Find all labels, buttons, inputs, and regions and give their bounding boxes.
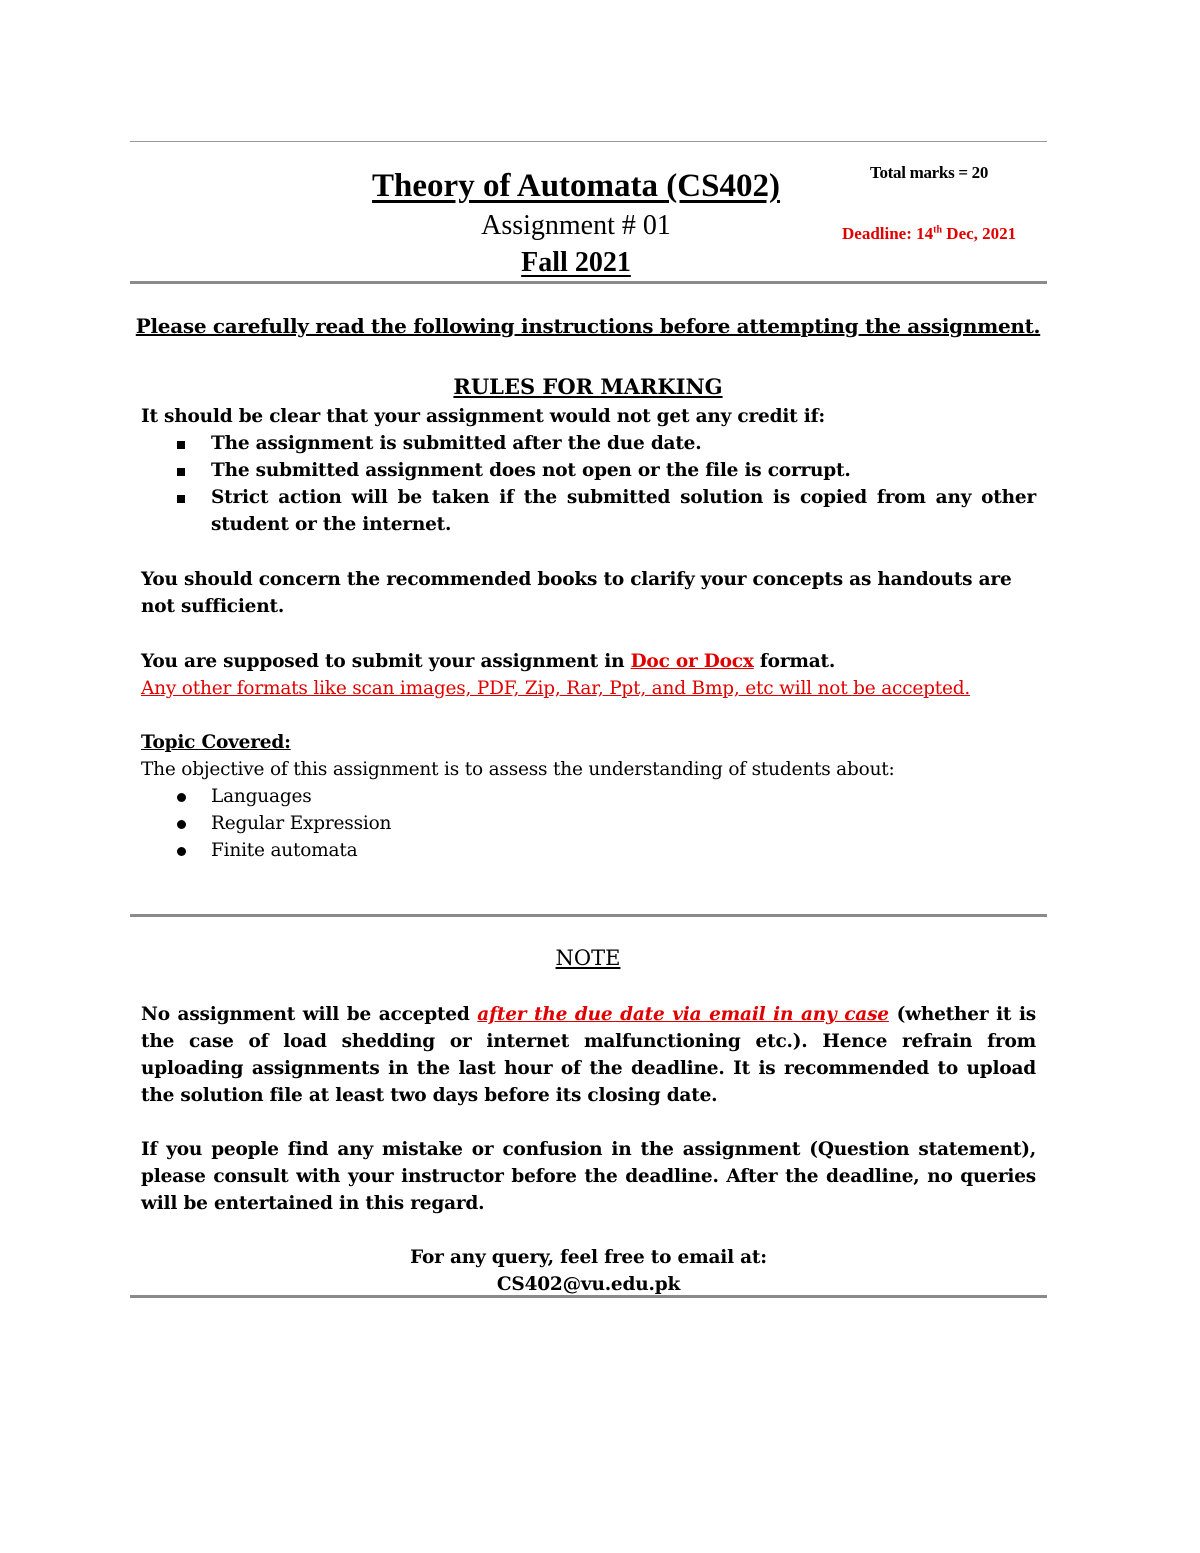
- square-bullet-icon: [177, 457, 185, 484]
- format-warning: Any other formats like scan images, PDF, Zip, Rar, Ppt, and Bmp, etc will not be accepted.: [141, 678, 971, 699]
- books-note: You should concern the recommended books to clarify your concepts as handouts are not sufficient.: [141, 569, 1012, 617]
- round-bullet-icon: [177, 810, 186, 837]
- round-bullet-icon: [177, 783, 186, 810]
- deadline-suffix: th: [933, 224, 943, 236]
- header-rule: [130, 281, 1047, 284]
- semester: Fall 2021: [521, 247, 631, 278]
- square-bullet-icon: [177, 484, 185, 511]
- list-item: [141, 783, 1036, 810]
- note-paragraph-2: If you people find any mistake or confusion in the assignment (Question statement), please consult with your instructor before the deadline. After the deadline, no queries will be entertained in this regard.: [141, 1139, 1036, 1214]
- bottom-rule: [130, 1295, 1047, 1298]
- format-line: [141, 648, 1036, 675]
- course-title: Theory of Automata (CS402): [372, 168, 780, 204]
- assignment-number: Assignment # 01: [481, 210, 671, 241]
- top-rule: [130, 141, 1047, 142]
- rules-heading: RULES FOR MARKING: [453, 374, 723, 399]
- contact-email: CS402@vu.edu.pk: [496, 1274, 681, 1295]
- note-p1-prefix: No assignment will be accepted: [141, 1004, 478, 1025]
- note-p1-highlight: after the due date via email in any case: [477, 1004, 889, 1025]
- note-top-rule: [130, 914, 1047, 917]
- list-item: [141, 484, 1036, 538]
- rules-list: [141, 430, 1036, 538]
- format-prefix: You are supposed to submit your assignment in: [141, 651, 631, 672]
- deadline-rest: Dec, 2021: [942, 224, 1017, 243]
- topic-heading: Topic Covered:: [141, 732, 291, 753]
- note-heading: NOTE: [555, 946, 621, 970]
- list-item: [141, 430, 1036, 457]
- topic-list: [141, 783, 1036, 864]
- note-paragraph-1: [141, 1001, 1036, 1109]
- format-suffix: format.: [753, 651, 836, 672]
- topic-intro: The objective of this assignment is to assess the understanding of students about:: [141, 759, 895, 780]
- topic-text: Regular Expression: [211, 813, 392, 834]
- round-bullet-icon: [177, 837, 186, 864]
- rule-text: The submitted assignment does not open or the file is corrupt.: [211, 460, 851, 481]
- rule-text: The assignment is submitted after the due date.: [211, 433, 702, 454]
- query-line: For any query, feel free to email at:: [410, 1247, 767, 1268]
- format-highlight: Doc or Docx: [630, 651, 754, 672]
- list-item: [141, 837, 1036, 864]
- rule-text: Strict action will be taken if the submitted solution is copied from any other student or the internet.: [211, 487, 1036, 535]
- rules-intro: It should be clear that your assignment would not get any credit if:: [141, 406, 825, 427]
- square-bullet-icon: [177, 430, 185, 457]
- topic-text: Finite automata: [211, 840, 358, 861]
- topic-text: Languages: [211, 786, 312, 807]
- deadline: [842, 224, 1016, 244]
- list-item: [141, 457, 1036, 484]
- total-marks: Total marks = 20: [870, 163, 989, 182]
- instructions-heading: Please carefully read the following instructions before attempting the assignment.: [135, 314, 1041, 338]
- deadline-label: Deadline: 14: [842, 224, 934, 243]
- note-p1-suffix: (whether it is the case of load shedding or internet malfunctioning etc.). Hence refrain from uploading assignments in the last hour of the deadline. It is recommended to upload the solution file at least two days before its closing date.: [141, 1004, 1037, 1106]
- list-item: [141, 810, 1036, 837]
